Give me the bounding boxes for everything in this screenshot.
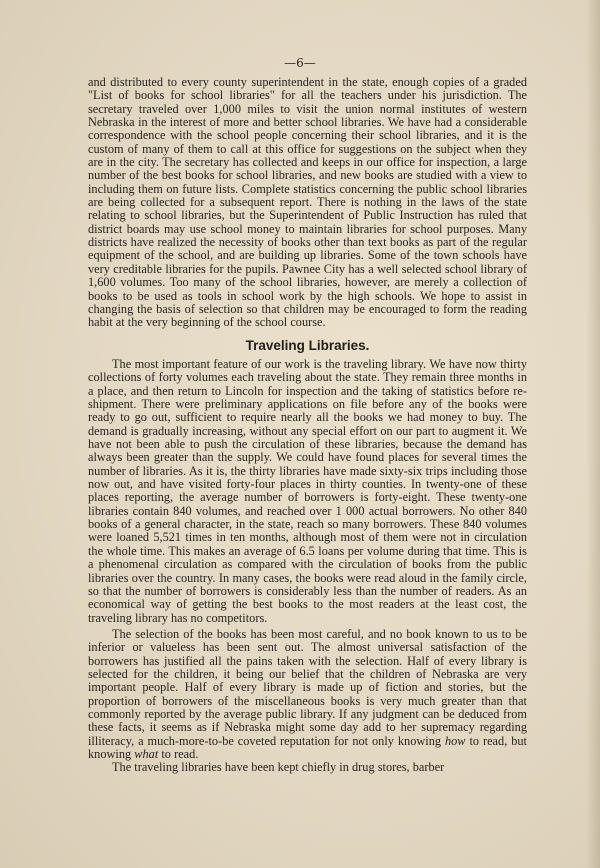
paragraph-text: to read, but knowing xyxy=(88,733,527,762)
paragraph-text: The selection of the books has been most careful, and no book known to us to be inferior or valueless has been sent out. The almost universal satisfaction of the borrowers has justified all the pains taken with the selection. Half of every library is selected for the children, it being our belief that the children of Nebraska are very important people. Half of every library is made up of fiction and stories, but the proportion of borrowers of the miscellaneous books is very much greater than that commonly reported by the average public library. If any judgment can be deduced from these facts, it seems as if Nebraska might some day add to her supremacy regarding illiteracy, a much-more-to-be coveted reputation for not only knowing xyxy=(88,627,527,748)
paragraph-library-locations: The traveling libraries have been kept chiefly in drug stores, barber xyxy=(112,760,445,774)
emphasis-how: how xyxy=(444,733,466,748)
paragraph-text: to read. xyxy=(158,747,199,762)
paragraph-school-libraries: and distributed to every county superintendent in the state, enough copies of a graded "List of books for school libraries" for all the teachers under his jurisdiction. The secretary traveled over 1,000 miles to visit the union normal institutes of western Nebraska in the interest of more and better school libraries. We have had a considerable correspondence with the school people concerning their school libraries, and it is the custom of many of them to call at this office for suggestions on the subject when they are in the city. The secretary has collected and keeps in our office for inspection, a large number of the best books for school libraries, and new books are studied with a view to including them on future lists. Complete statistics concerning the public school libraries are being collected for a subsequent report. There is nothing in the laws of the state relating to school libraries, but the Superintendent of Public Instruction has ruled that district boards may use school money to maintain libraries for school purposes. Many districts have realized the necessity of books other than text books as part of the regular equipment of the school, and are building up libraries. Some of the town schools have very creditable libraries for the pupils. Pawnee City has a well selected school library of 1,600 volumes. Too many of the school libraries, however, are merely a collection of books to be used as tools in school work by the high schools. We hope to assist in changing the basis of selection so that children may be encouraged to form the reading habit at the very beginning of the school course. xyxy=(88,75,527,330)
emphasis-what: what xyxy=(134,747,159,762)
section-heading: Traveling Libraries. xyxy=(245,338,370,353)
paragraph-book-selection xyxy=(88,628,527,761)
paragraph-traveling-library: The most important feature of our work is the traveling library. We have now thirty collections of forty volumes each traveling about the state. They remain three months in a place, and then return to Lincoln for inspection and the taking of statistics before re-shipment. There were preliminary applications on file before any of the books were ready to go out, sufficient to require nearly all the books we had money to buy. The demand is gradually increasing, without any special effort on our part to augment it. We have not been able to push the circulation of these libraries, because the demand has always been greater than the supply. We could have found places for several times the number of libraries. As it is, the thirty libraries have made sixty-six trips including those now out, and have visited forty-four places in thirty counties. In twenty-one of these places reporting, the average number of borrowers is forty-eight. These twenty-one libraries contain 840 volumes, and reached over 1 000 actual borrowers. No other 840 books of a general character, in the state, reach so many borrowers. These 840 volumes were loaned 5,521 times in ten months, although most of them were not in circulation the whole time. This makes an average of 6.5 loans per volume during that time. This is a phenomenal circulation as compared with the circulation of books from the public libraries over the country. In many cases, the books were read aloud in the family circle, so that the number of borrowers is considerably less than the number of readers. As an economical way of getting the best books to the most readers at the least cost, the traveling library has no competitors. xyxy=(88,357,527,625)
page-number: —6— xyxy=(284,56,316,70)
